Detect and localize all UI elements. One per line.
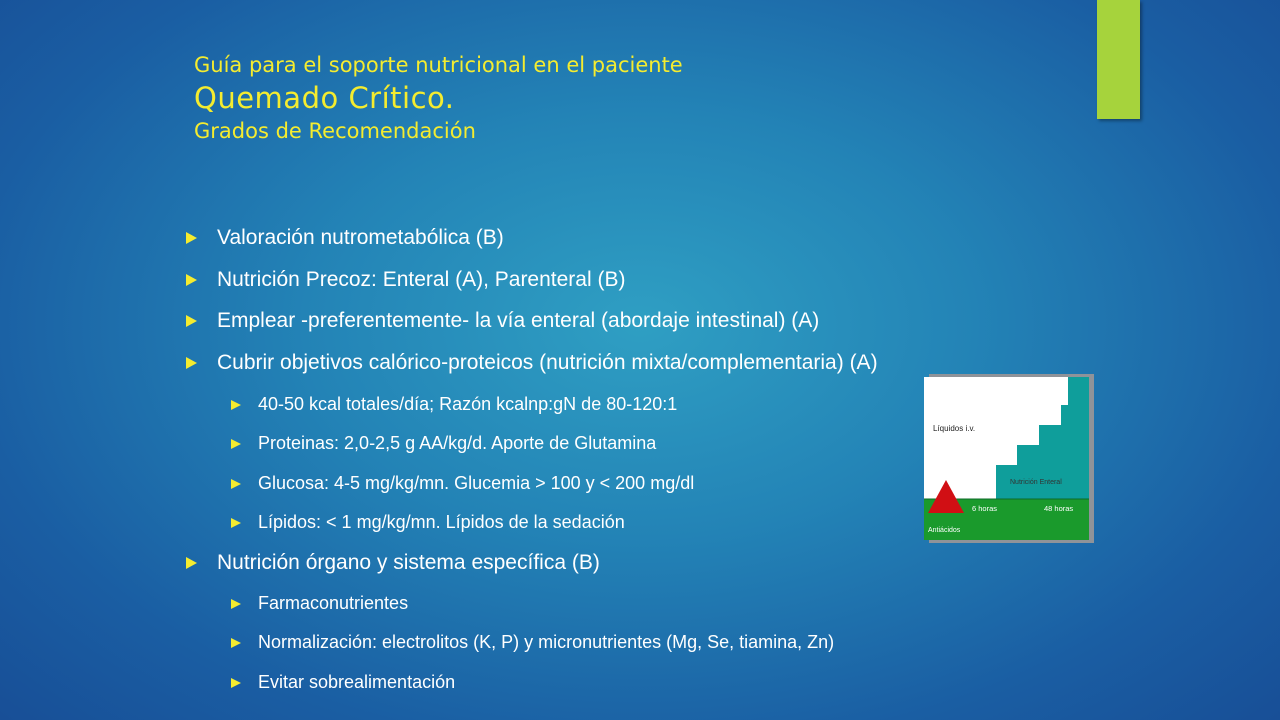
bullet-arrow-icon	[231, 518, 241, 528]
bullet-text: Nutrición órgano y sistema específica (B)	[217, 551, 600, 574]
sub-bullet-item	[231, 394, 677, 415]
bullet-arrow-icon	[186, 274, 197, 286]
bullet-item	[186, 226, 504, 250]
title-line-3: Grados de Recomendación	[194, 119, 476, 143]
nutrition-timeline-diagram	[924, 377, 1089, 540]
title-line-1: Guía para el soporte nutricional en el paciente	[194, 53, 683, 77]
bullet-item	[186, 268, 625, 292]
bullet-arrow-icon	[231, 479, 241, 489]
bullet-text: Cubrir objetivos calórico-proteicos (nutrición mixta/complementaria) (A)	[217, 351, 878, 374]
bullet-arrow-icon	[231, 678, 241, 688]
bullet-text: Proteinas: 2,0-2,5 g AA/kg/d. Aporte de Glutamina	[258, 433, 657, 453]
bullet-text: Normalización: electrolitos (K, P) y micronutrientes (Mg, Se, tiamina, Zn)	[258, 632, 835, 652]
bullet-arrow-icon	[186, 557, 197, 569]
accent-bar	[1097, 0, 1140, 119]
bullet-arrow-icon	[231, 599, 241, 609]
sub-bullet-item	[231, 473, 694, 494]
slide-title	[194, 50, 683, 146]
sub-bullet-item	[231, 632, 834, 653]
bullet-arrow-icon	[186, 315, 197, 327]
bullet-arrow-icon	[231, 439, 241, 449]
bullet-item	[186, 551, 600, 575]
label-6-horas: 6 horas	[972, 504, 998, 513]
sub-bullet-item	[231, 512, 625, 533]
red-triangle-marker	[928, 480, 964, 513]
title-line-2: Quemado Crítico.	[194, 81, 455, 115]
sub-bullet-item	[231, 433, 656, 454]
bullet-text: Lípidos: < 1 mg/kg/mn. Lípidos de la sedación	[258, 512, 625, 532]
bullet-text: Evitar sobrealimentación	[258, 672, 456, 692]
bullet-arrow-icon	[231, 400, 241, 410]
bullet-arrow-icon	[186, 357, 197, 369]
diagram-graphic	[924, 377, 1089, 540]
bullet-arrow-icon	[231, 638, 241, 648]
bullet-item	[186, 309, 819, 333]
bullet-item	[186, 351, 878, 375]
bullet-text: Glucosa: 4-5 mg/kg/mn. Glucemia > 100 y < 200 mg/dl	[258, 473, 695, 493]
bullet-text: 40-50 kcal totales/día; Razón kcalnp:gN de 80-120:1	[258, 394, 678, 414]
bullet-text: Valoración nutrometabólica (B)	[217, 226, 504, 249]
label-48-horas: 48 horas	[1044, 504, 1074, 513]
label-liquidos-iv: Líquidos i.v.	[933, 424, 976, 433]
sub-bullet-item	[231, 672, 455, 693]
bullet-text: Nutrición Precoz: Enteral (A), Parenteral (B)	[217, 268, 626, 291]
bullet-text: Farmaconutrientes	[258, 593, 409, 613]
bullet-arrow-icon	[186, 232, 197, 244]
bullet-text: Emplear -preferentemente- la vía enteral (abordaje intestinal) (A)	[217, 309, 820, 332]
label-antiacidos: Antiácidos	[928, 527, 961, 534]
sub-bullet-item	[231, 593, 408, 614]
label-nutricion-enteral: Nutrición Enteral	[1010, 479, 1062, 486]
